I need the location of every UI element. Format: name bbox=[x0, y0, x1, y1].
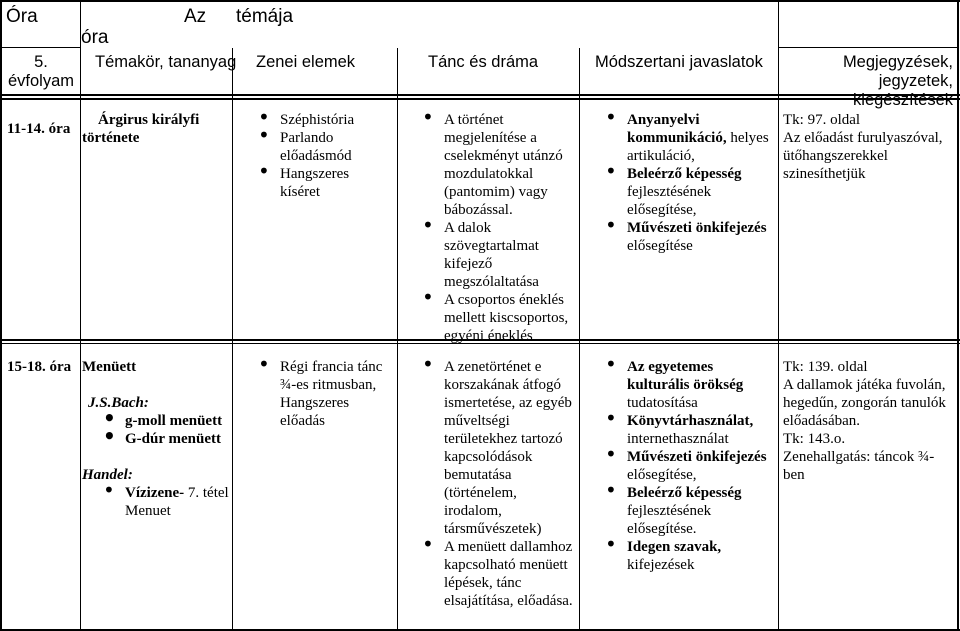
col-divider bbox=[778, 0, 779, 631]
list-item bbox=[601, 484, 778, 538]
header-ora: Óra bbox=[6, 6, 38, 27]
row1-megjegyzes: Tk: 97. oldal Az előadást furulyaszóval, ütőhangszerekkel szinesíthetjük bbox=[783, 112, 943, 182]
header-megjegyzesek: Megjegyzések, jegyzetek, kiegészítések bbox=[842, 53, 953, 109]
row2-bach-list bbox=[82, 412, 230, 448]
row1-tanc-list bbox=[418, 111, 578, 345]
row-divider bbox=[779, 47, 959, 48]
list-item: • A csoportos éneklés mellett kiscsoportos, egyéni éneklés bbox=[418, 291, 578, 345]
row2-composer-handel: Handel: bbox=[82, 467, 133, 483]
item-text: tudatosítása bbox=[627, 395, 698, 411]
list-item: • Hangszeres kíséret bbox=[254, 165, 396, 201]
row2-modszertani-list bbox=[601, 358, 778, 574]
col-divider bbox=[232, 48, 233, 631]
list-item: • G-dúr menüett bbox=[99, 430, 230, 448]
item-bold: Művészeti önkifejezés bbox=[627, 449, 767, 465]
list-item bbox=[601, 358, 778, 412]
row1-ora: 11-14. óra bbox=[7, 121, 71, 137]
row2-tanc-list bbox=[418, 358, 578, 610]
item-text: elősegítése bbox=[627, 238, 693, 254]
row2-zenei-list bbox=[254, 358, 396, 430]
list-item bbox=[601, 219, 778, 255]
item-text: fejlesztésének elősegítése. bbox=[627, 503, 712, 537]
header-evfolyam: 5. évfolyam bbox=[7, 53, 75, 90]
header-zenei-elemek: Zenei elemek bbox=[256, 53, 356, 71]
row1-tema-line2: története bbox=[82, 130, 140, 146]
item-text: internethasználat bbox=[627, 431, 729, 447]
item-bold: Vízizene- bbox=[125, 485, 185, 501]
list-item: • Régi francia tánc ¾-es ritmusban, Hangszeres előadás bbox=[254, 358, 396, 430]
item-text: elősegítése, bbox=[627, 467, 697, 483]
row2-composer-bach: J.S.Bach: bbox=[88, 395, 149, 411]
list-item: • A történet megjelenítése a cselekményt utánzó mozdulatokkal (pantomim) vagy bábozással. bbox=[418, 111, 578, 219]
row2-tema bbox=[82, 358, 230, 520]
row2-megjegyzes: Tk: 139. oldal A dallamok játéka fuvolán, hegedűn, zongorán tanulók előadásában. Tk: 143.o. Zenehallgatás: táncok ¾- ben bbox=[783, 359, 946, 483]
list-item: • Széphistória bbox=[254, 111, 396, 129]
row2-handel-list bbox=[82, 484, 230, 520]
list-item bbox=[601, 448, 778, 484]
row2-tema-title: Menüett bbox=[82, 359, 137, 375]
header-az: Az bbox=[184, 6, 207, 27]
list-item: • Parlando előadásmód bbox=[254, 129, 396, 165]
col-divider bbox=[579, 48, 580, 631]
header-modszertani: Módszertani javaslatok bbox=[595, 53, 763, 71]
item-bold: Könyvtárhasználat, bbox=[627, 413, 754, 429]
item-text: helyes artikuláció, bbox=[627, 130, 769, 164]
item-bold: Művészeti önkifejezés bbox=[627, 220, 767, 236]
header-ora-2: óra bbox=[81, 27, 109, 48]
list-item bbox=[601, 111, 778, 165]
item-text: kifejezések bbox=[627, 557, 695, 573]
header-tanc-es-drama: Tánc és dráma bbox=[428, 53, 539, 71]
col-divider bbox=[80, 0, 81, 631]
list-item: • A zenetörténet e korszakának átfogó ismertetése, az egyéb műveltségi területekhez tartozó kapcsolódások bemutatása (történelem, irodalom, társművészetek) bbox=[418, 358, 578, 538]
list-item bbox=[601, 165, 778, 219]
list-item: • A dalok szövegtartalmat kifejező megszólaltatása bbox=[418, 219, 578, 291]
item-bold: Az egyetemes kulturális örökség bbox=[627, 359, 744, 393]
item-text: 7. tétel Menuet bbox=[125, 485, 229, 519]
item-bold: Beleérző képesség bbox=[627, 166, 742, 182]
row2-ora: 15-18. óra bbox=[7, 359, 72, 375]
col-divider bbox=[397, 48, 398, 631]
item-text: fejlesztésének elősegítése, bbox=[627, 184, 712, 218]
header-temaja: témája bbox=[236, 6, 294, 27]
row-divider bbox=[0, 47, 81, 48]
list-item bbox=[99, 484, 230, 520]
list-item: • A menüett dallamhoz kapcsolható menüett lépések, tánc elsajátítása, előadása. bbox=[418, 538, 578, 610]
row1-zenei-list bbox=[254, 111, 396, 201]
item-bold: Beleérző képesség bbox=[627, 485, 742, 501]
list-item: • g-moll menüett bbox=[99, 412, 230, 430]
item-bold: Anyanyelvi kommunikáció, bbox=[627, 112, 727, 146]
list-item bbox=[601, 412, 778, 448]
item-bold: Idegen szavak, bbox=[627, 539, 722, 555]
row1-tema-line1: Árgirus királyfi bbox=[98, 112, 200, 128]
header-temakor: Témakör, tananyag bbox=[95, 53, 237, 71]
list-item bbox=[601, 538, 778, 574]
row1-tema bbox=[82, 111, 199, 147]
table-border-top bbox=[0, 0, 960, 2]
row1-modszertani-list bbox=[601, 111, 778, 255]
